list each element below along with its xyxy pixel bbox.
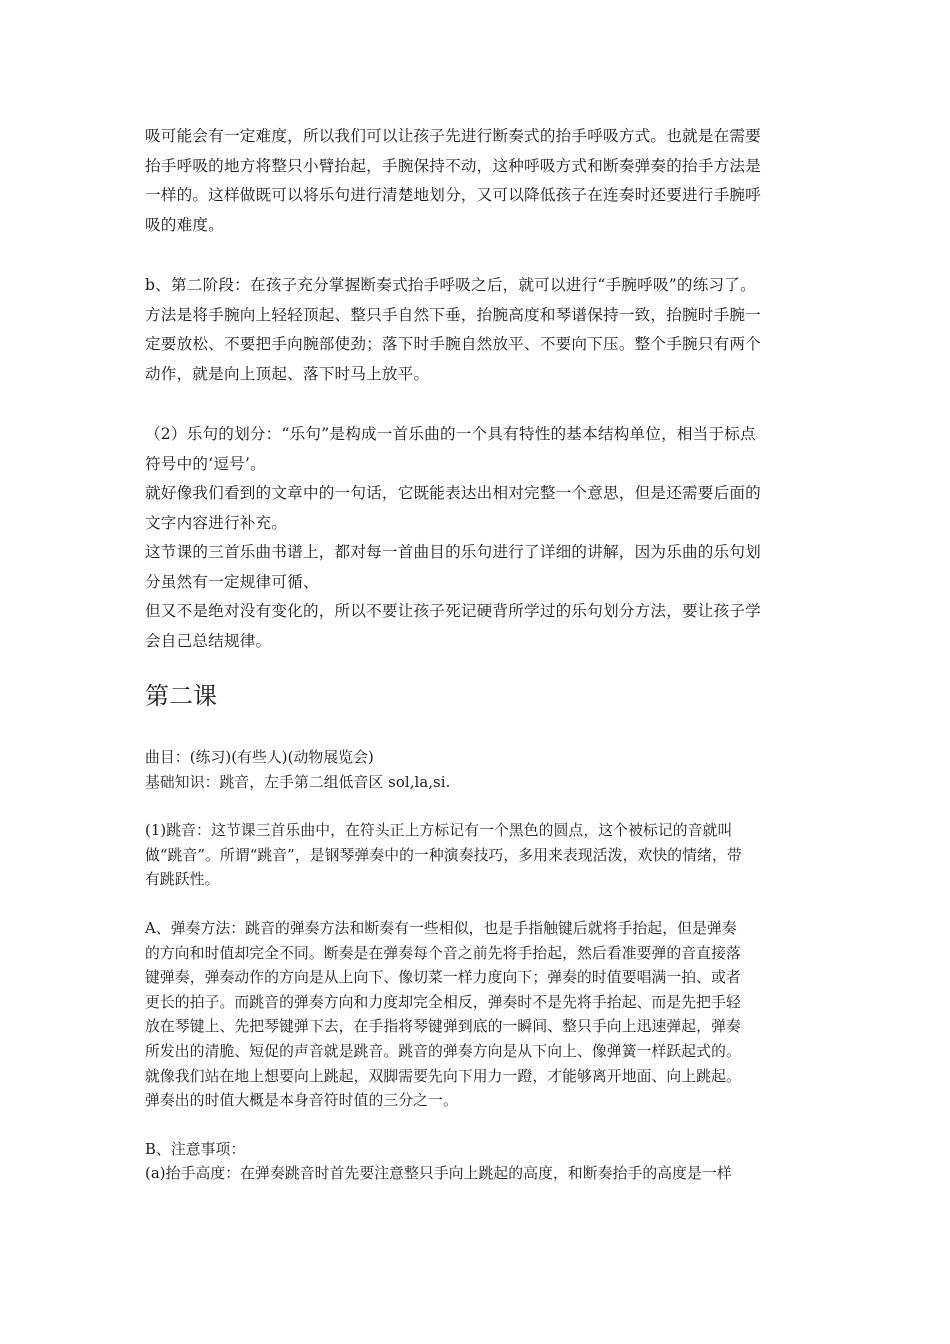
text-line: 方法是将手腕向上轻轻顶起、整只手自然下垂，抬腕高度和琴谱保持一致，抬腕时手腕一 <box>145 305 761 324</box>
text-line: 分虽然有一定规律可循、 <box>145 572 319 591</box>
text-line: 所发出的清脆、短促的声音就是跳音。跳音的弹奏方向是从下向上、像弹簧一样跃起式的。 <box>145 1042 741 1060</box>
text-line: 更长的拍子。而跳音的弹奏方向和力度却完全相反，弹奏时不是先将手抬起、而是先把手轻 <box>145 993 741 1011</box>
text-line: 弹奏出的时值大概是本身音符时值的三分之一。 <box>145 1092 458 1110</box>
paragraph-notes <box>145 1138 810 1187</box>
text-line: 但又不是绝对没有变化的，所以不要让孩子死记硬背所学过的乐句划分方法，要让孩子学 <box>145 602 761 620</box>
text-line: (1)跳音：这节课三首乐曲中，在符头正上方标记有一个黑色的圆点，这个被标记的音就叫 <box>145 822 733 840</box>
text-line: 的方向和时值却完全不同。断奏是在弹奏每个音之前先将手抬起，然后看准要弹的音直接落 <box>145 944 741 962</box>
text-line: (a)抬手高度：在弹奏跳音时首先要注意整只手向上跳起的高度，和断奏抬手的高度是一样 <box>145 1165 732 1183</box>
text-line: 键弹奏，弹奏动作的方向是从上向下、像切菜一样力度向下；弹奏的时值要唱满一拍、或者 <box>145 969 741 987</box>
notes-title: B、注意事项： <box>145 1140 246 1158</box>
text-line: 定要放松、不要把手向腕部使劲；落下时手腕自然放平、不要向下压。整个手腕只有两个 <box>145 335 761 353</box>
repertoire-line: 曲目：(练习)(有些人)(动物展览会) <box>145 749 374 766</box>
text-line: （2）乐句的划分：“乐句”是构成一首乐曲的一个具有特性的基本结构单位，相当于标点 <box>145 425 756 443</box>
lesson-heading: 第二课 <box>145 682 217 710</box>
text-line: 就像我们站在地上想要向上跳起，双脚需要先向下用力一蹬，才能够离开地面、向上跳起。 <box>145 1067 741 1085</box>
paragraph-staccato-definition <box>145 819 810 893</box>
text-line: 这节课的三首乐曲书谱上，都对每一首曲目的乐句进行了详细的讲解，因为乐曲的乐句划 <box>145 543 761 561</box>
basics-line: 基础知识：跳音，左手第二组低音区 sol,la,si. <box>145 773 451 791</box>
lesson-intro <box>145 746 810 795</box>
text-line: 会自己总结规律。 <box>145 631 272 650</box>
text-line: 吸的难度。 <box>145 215 224 234</box>
text-line: 抬手呼吸的地方将整只小臂抬起，手腕保持不动，这种呼吸方式和断奏弹奏的抬手方法是 <box>145 156 761 175</box>
text-line: 放在琴键上、先把琴键弹下去，在手指将琴键弹到底的一瞬间、整只手向上迅速弹起，弹奏 <box>145 1018 741 1036</box>
text-line: 就好像我们看到的文章中的一句话，它既能表达出相对完整一个意思，但是还需要后面的 <box>145 484 761 502</box>
paragraph-breathing-stage-1 <box>145 122 810 240</box>
paragraph-phrase-division <box>145 420 810 656</box>
text-line: A、弹奏方法：跳音的弹奏方法和断奏有一些相似，也是手指触键后就将手抬起，但是弹奏 <box>145 919 737 937</box>
text-line: 符号中的‘逗号’。 <box>145 454 266 473</box>
text-line: b、第二阶段：在孩子充分掌握断奏式抬手呼吸之后，就可以进行“手腕呼吸”的练习了。 <box>145 276 756 294</box>
text-line: 一样的。这样做既可以将乐句进行清楚地划分，又可以降低孩子在连奏时还要进行手腕呼 <box>145 186 761 204</box>
text-line: 有跳跃性。 <box>145 871 220 889</box>
text-line: 吸可能会有一定难度，所以我们可以让孩子先进行断奏式的抬手呼吸方式。也就是在需要 <box>145 127 761 145</box>
text-line: 动作，就是向上顶起、落下时马上放平。 <box>145 364 430 383</box>
paragraph-playing-method <box>145 917 810 1114</box>
text-line: 做“跳音”。所谓“跳音”，是钢琴弹奏中的一种演奏技巧，多用来表现活泼，欢快的情绪，带 <box>145 846 742 864</box>
paragraph-breathing-stage-2 <box>145 271 810 389</box>
page-content <box>145 122 810 1187</box>
text-line: 文字内容进行补充。 <box>145 513 288 532</box>
